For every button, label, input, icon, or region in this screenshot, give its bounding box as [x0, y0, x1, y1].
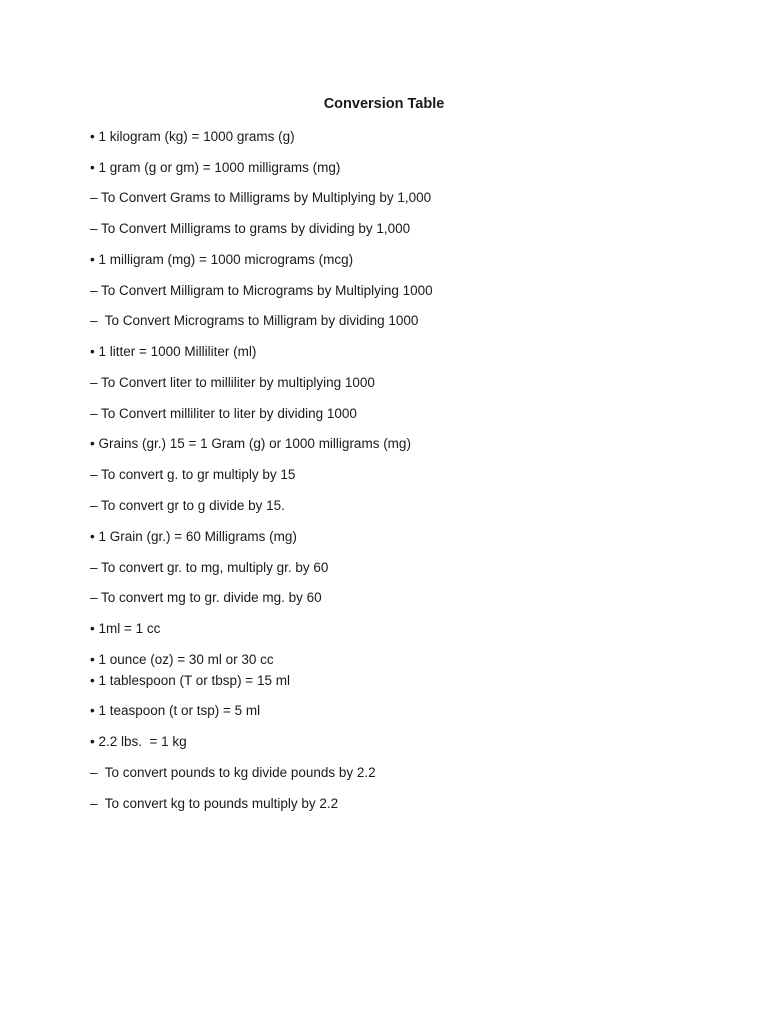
list-item: • Grains (gr.) 15 = 1 Gram (g) or 1000 milligrams (mg) [90, 436, 411, 451]
list-item: – To convert gr to g divide by 15. [90, 498, 285, 513]
list-item: • 1 teaspoon (t or tsp) = 5 ml [90, 703, 261, 718]
list-item: – To Convert Milligram to Micrograms by Multiplying 1000 [90, 283, 433, 298]
list-item: • 1 kilogram (kg) = 1000 grams (g) [90, 129, 295, 144]
list-item: • 1 ounce (oz) = 30 ml or 30 cc [90, 652, 274, 667]
list-item: – To Convert Milligrams to grams by dividing by 1,000 [90, 221, 411, 236]
list-item: – To convert kg to pounds multiply by 2.2 [90, 796, 339, 811]
list-item: – To convert gr. to mg, multiply gr. by 60 [90, 560, 329, 575]
list-item: • 1ml = 1 cc [90, 621, 161, 636]
list-item: • 1 Grain (gr.) = 60 Milligrams (mg) [90, 529, 297, 544]
list-item: • 1 gram (g or gm) = 1000 milligrams (mg) [90, 160, 341, 175]
list-item: – To Convert Micrograms to Milligram by dividing 1000 [90, 313, 419, 328]
document-title: Conversion Table [323, 96, 445, 112]
list-item: • 1 tablespoon (T or tbsp) = 15 ml [90, 673, 290, 688]
list-item: – To Convert Grams to Milligrams by Multiplying by 1,000 [90, 190, 432, 205]
list-item: – To Convert milliliter to liter by dividing 1000 [90, 406, 357, 421]
list-item: • 2.2 lbs. = 1 kg [90, 734, 187, 749]
list-item: – To Convert liter to milliliter by multiplying 1000 [90, 375, 375, 390]
list-item: – To convert pounds to kg divide pounds by 2.2 [90, 765, 376, 780]
list-item: • 1 milligram (mg) = 1000 micrograms (mcg) [90, 252, 354, 267]
list-item: – To convert g. to gr multiply by 15 [90, 467, 296, 482]
list-item: • 1 litter = 1000 Milliliter (ml) [90, 344, 257, 359]
list-item: – To convert mg to gr. divide mg. by 60 [90, 590, 322, 605]
